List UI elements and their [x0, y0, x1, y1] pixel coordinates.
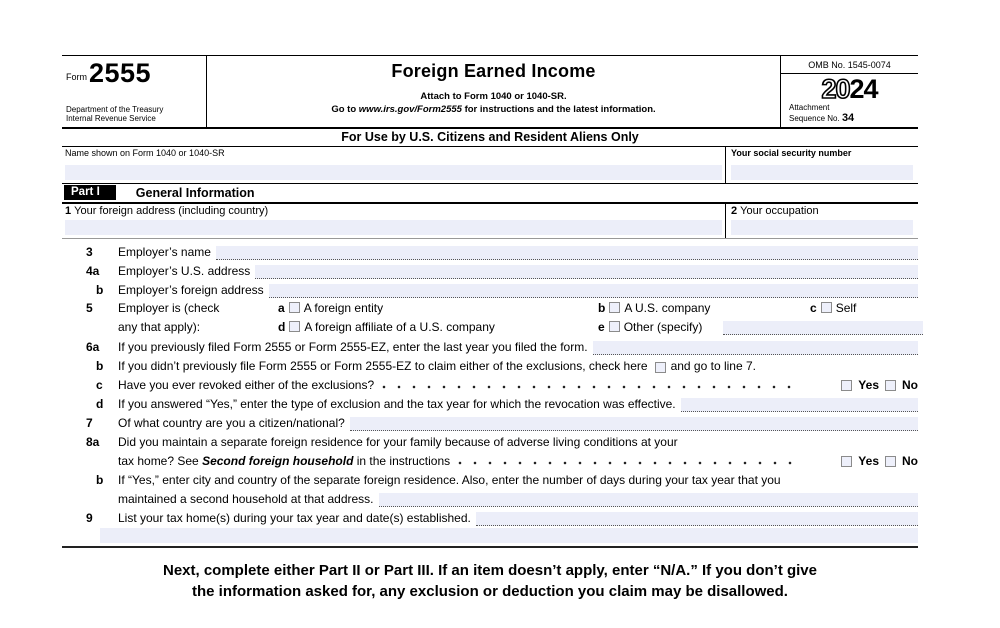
line-6c-label: Have you ever revoked either of the exclusions?	[118, 377, 375, 392]
line-4a	[62, 261, 918, 280]
line-5-label-2: any that apply):	[118, 319, 201, 334]
year-solid: 24	[849, 74, 878, 104]
employer-name-input[interactable]	[216, 246, 918, 260]
line-5-row1	[62, 299, 918, 318]
omb-block	[780, 56, 918, 127]
line-6d	[62, 394, 918, 413]
line-2-cell	[725, 204, 918, 238]
tax-home-input-2[interactable]	[100, 528, 918, 543]
line-5c: c Self	[810, 300, 857, 315]
line-8a-label-1: Did you maintain a separate foreign residence for your family because of adverse living conditions at your	[118, 434, 678, 449]
line-4a-label: Employer’s U.S. address	[118, 263, 251, 278]
form-title: Foreign Earned Income	[391, 61, 596, 81]
line-9-row1	[62, 508, 918, 527]
general-information-body	[62, 239, 918, 544]
line-6a-label: If you previously filed Form 2555 or Form 2555-EZ, enter the last year you filed the form.	[118, 339, 588, 354]
line-1-2-row	[62, 204, 918, 239]
line-5b: b A U.S. company	[598, 300, 711, 315]
line-5-number: 5	[86, 300, 93, 315]
foreign-address-input[interactable]	[65, 220, 722, 235]
line-3	[62, 242, 918, 261]
line-9-number: 9	[86, 510, 93, 525]
form-id-block	[62, 56, 207, 127]
line-8b-row1	[62, 470, 918, 489]
line-5a: a A foreign entity	[278, 300, 384, 315]
line-1-label: 1 Your foreign address (including country)	[65, 204, 269, 217]
line-7-label: Of what country are you a citizen/national?	[118, 415, 345, 430]
employer-us-address-input[interactable]	[255, 265, 918, 279]
line-9-row2	[62, 527, 918, 544]
attachment-sequence	[781, 103, 918, 127]
checkbox-6c-no[interactable]	[885, 380, 896, 391]
agency-line2: Internal Revenue Service	[66, 114, 156, 124]
tax-year	[781, 74, 918, 103]
line-7-number: 7	[86, 415, 93, 430]
line-5-label-1: Employer is (check	[118, 300, 220, 315]
line-6a-number: 6a	[86, 339, 100, 354]
line-6b-label-pre: If you didn’t previously file Form 2555 or Form 2555-EZ to claim either of the exclusions, check here	[118, 358, 648, 373]
line-6b	[62, 356, 918, 375]
attach-instruction: Attach to Form 1040 or 1040-SR.	[420, 91, 567, 102]
dot-leader	[382, 382, 792, 391]
form-2555	[62, 55, 918, 548]
checkbox-8a-no[interactable]	[885, 456, 896, 467]
line-8b-label-1: If “Yes,” enter city and country of the separate foreign residence. Also, enter the number of days during your tax year that you	[118, 472, 781, 487]
line-8b-number: b	[96, 472, 104, 487]
line-3-label: Employer’s name	[118, 244, 211, 259]
ssn-cell	[725, 147, 918, 183]
checkbox-5c-self[interactable]	[821, 302, 832, 313]
line-4b	[62, 280, 918, 299]
checkbox-6c-yes[interactable]	[841, 380, 852, 391]
citizenship-country-input[interactable]	[350, 417, 918, 431]
ssn-input[interactable]	[731, 165, 913, 180]
checkbox-8a-yes[interactable]	[841, 456, 852, 467]
name-input[interactable]	[65, 165, 722, 180]
line-6a	[62, 337, 918, 356]
form-title-block	[207, 56, 780, 127]
line-1-cell	[62, 204, 725, 238]
line-4b-number: b	[96, 282, 104, 297]
form-number-line	[66, 58, 200, 88]
line-6d-number: d	[96, 396, 104, 411]
last-year-filed-input[interactable]	[593, 341, 918, 355]
second-household-input[interactable]	[379, 493, 918, 507]
goto-suffix: for instructions and the latest information.	[461, 104, 656, 115]
line-6c	[62, 375, 918, 394]
other-specify-input[interactable]	[723, 321, 923, 335]
line-8a-row2	[62, 451, 918, 470]
attachment-line1: Attachment	[789, 103, 830, 112]
second-foreign-household-ref: Second foreign household	[202, 453, 354, 468]
line-8a-row1	[62, 432, 918, 451]
no-label: No	[902, 377, 918, 392]
part1-title: General Information	[135, 185, 255, 200]
line-9-label: List your tax home(s) during your tax year and date(s) established.	[118, 510, 471, 525]
attachment-line2: Sequence No. 34	[789, 112, 855, 125]
line-7	[62, 413, 918, 432]
line-8a-number: 8a	[86, 434, 100, 449]
form-header	[62, 55, 918, 127]
line-5e: e Other (specify)	[598, 319, 703, 334]
line-8b-label-2: maintained a second household at that address.	[118, 491, 374, 506]
part1-badge: Part I	[64, 185, 116, 200]
dot-leader	[458, 458, 792, 467]
line-3-number: 3	[86, 244, 93, 259]
irs-url[interactable]: www.irs.gov/Form2555	[358, 104, 462, 115]
occupation-input[interactable]	[731, 220, 913, 235]
line-4b-label: Employer’s foreign address	[118, 282, 264, 297]
line-5-row2	[62, 318, 918, 337]
checkbox-5b-us-company[interactable]	[609, 302, 620, 313]
omb-number: OMB No. 1545-0074	[781, 56, 918, 74]
employer-foreign-address-input[interactable]	[269, 284, 918, 298]
checkbox-5a-foreign-entity[interactable]	[289, 302, 300, 313]
revocation-type-input[interactable]	[681, 398, 918, 412]
line-8a-label-2: tax home? See Second foreign household in the instructions	[118, 453, 451, 468]
agency-line1: Department of the Treasury	[66, 104, 164, 114]
name-label: Name shown on Form 1040 or 1040-SR	[65, 147, 225, 158]
yes-label: Yes	[858, 377, 879, 392]
line-8b-row2	[62, 489, 918, 508]
no-label: No	[902, 453, 918, 468]
name-ssn-row	[62, 147, 918, 184]
yes-label: Yes	[858, 453, 879, 468]
line-5d: d A foreign affiliate of a U.S. company	[278, 319, 495, 334]
footer-note-line1: Next, complete either Part II or Part III. If an item doesn’t apply, enter “N/A.” If you don’t give	[162, 562, 817, 579]
line-6c-number: c	[96, 377, 103, 392]
goto-prefix: Go to	[331, 104, 359, 115]
name-cell	[62, 147, 725, 183]
line-6b-number: b	[96, 358, 104, 373]
line-2-label: 2 Your occupation	[731, 204, 819, 217]
form-word: Form	[66, 72, 87, 83]
checkbox-6b-check-here[interactable]	[655, 362, 666, 373]
section-divider	[62, 546, 918, 548]
agency-block	[66, 93, 200, 124]
line-4a-number: 4a	[86, 263, 100, 278]
form-number: 2555	[89, 58, 152, 88]
ssn-label: Your social security number	[731, 147, 852, 158]
part1-header	[62, 184, 918, 204]
checkbox-5e-other[interactable]	[609, 321, 620, 332]
tax-home-input-1[interactable]	[476, 512, 918, 526]
line-6c-yesno	[800, 377, 918, 394]
sequence-number: 34	[841, 112, 855, 125]
goto-instruction	[207, 104, 780, 115]
checkbox-5d-foreign-affiliate[interactable]	[289, 321, 300, 332]
line-6d-label: If you answered “Yes,” enter the type of exclusion and the tax year for which the revocation was effective.	[118, 396, 676, 411]
line-8a-yesno	[800, 453, 918, 470]
line-6b-label-post: and go to line 7.	[670, 358, 756, 373]
footer-note-line2: the information asked for, any exclusion or deduction you claim may be disallowed.	[192, 583, 788, 600]
use-banner: For Use by U.S. Citizens and Resident Aliens Only	[62, 127, 918, 147]
year-outline: 20	[821, 74, 850, 104]
footer-note	[62, 560, 918, 602]
